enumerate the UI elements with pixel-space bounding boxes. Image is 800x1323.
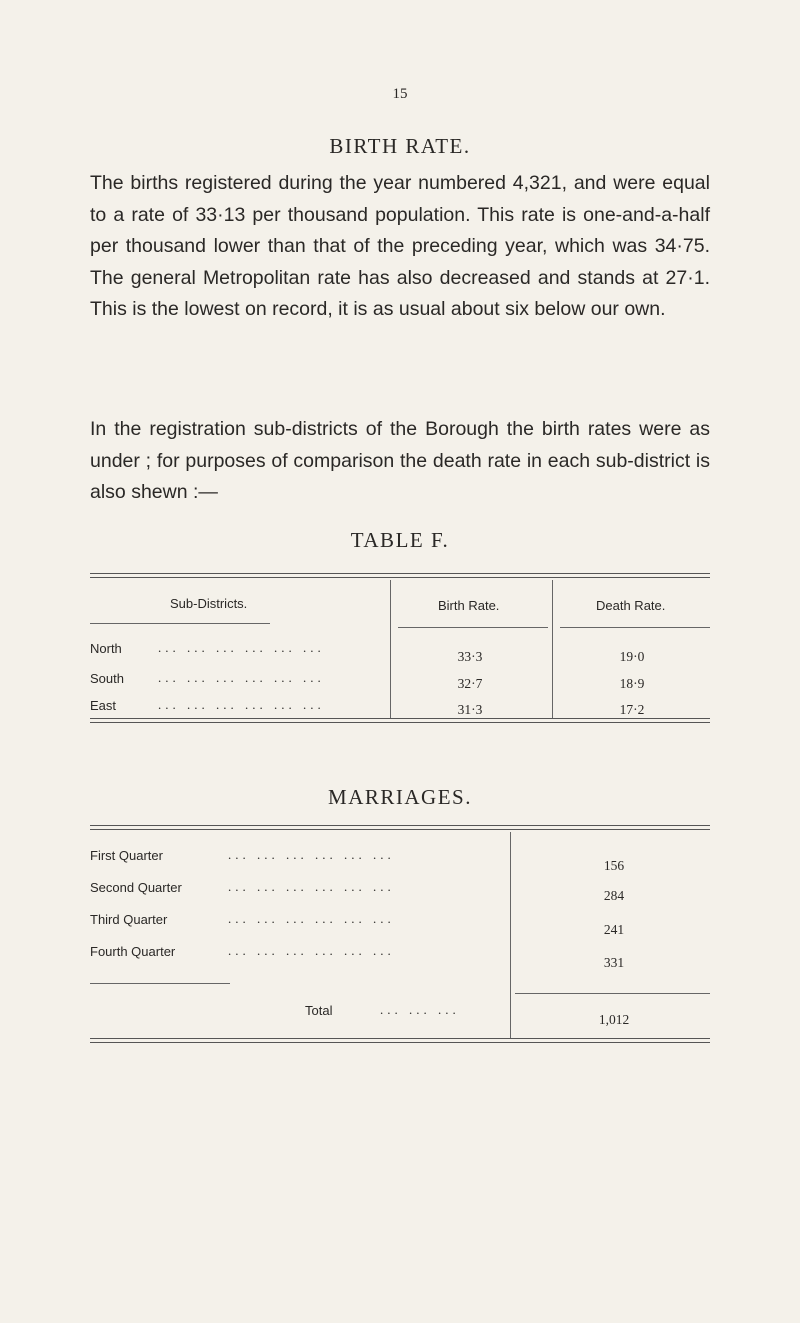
- total-value: 1,012: [598, 1012, 630, 1027]
- total-rule: [515, 993, 710, 994]
- table-top-rule: [90, 573, 710, 578]
- table-top-rule: [90, 825, 710, 830]
- death-rate-value: 18·9: [619, 676, 645, 691]
- quarter-label: Third Quarter: [90, 912, 168, 927]
- marriage-count: 241: [603, 922, 625, 937]
- column-divider: [390, 580, 391, 718]
- table-f-heading: TABLE F.: [350, 528, 450, 552]
- marriages-heading: MARRIAGES.: [328, 785, 472, 809]
- marriage-count: 156: [603, 858, 625, 873]
- leader-dots: ... ... ... ... ... ...: [228, 943, 395, 958]
- quarter-label: Second Quarter: [90, 880, 182, 895]
- column-divider: [510, 832, 511, 1039]
- leader-dots: ... ... ... ... ... ...: [228, 847, 395, 862]
- death-rate-value: 17·2: [619, 702, 645, 717]
- header-sub-districts: Sub-Districts.: [170, 596, 248, 611]
- header-birth-rate: Birth Rate.: [438, 598, 500, 613]
- leader-dots: ... ... ... ... ... ...: [158, 640, 325, 655]
- header-underline: [90, 623, 270, 624]
- leader-dots: ... ... ...: [380, 1002, 460, 1017]
- birth-rate-heading: BIRTH RATE.: [329, 134, 471, 158]
- birth-rate-value: 33·3: [457, 649, 483, 664]
- birth-rate-value: 32·7: [457, 676, 483, 691]
- birth-rate-paragraph: The births registered during the year numbered 4,321, and were equal to a rate of 33·13 per thousand population. This rate is one-and-a-half per thousand lower than that of the preceding year, which was 34·75. The general Metropolitan rate has also decreased and stands at 27·1. This is the lowest on record, it is as usual about six below our own.: [90, 172, 710, 320]
- quarter-label: Fourth Quarter: [90, 944, 176, 959]
- table-bottom-rule: [90, 1038, 710, 1043]
- district-name: East: [90, 698, 117, 713]
- birth-rate-value: 31·3: [457, 702, 483, 717]
- header-underline: [398, 627, 548, 628]
- total-label: Total: [305, 1003, 333, 1018]
- page-number: 15: [392, 86, 408, 102]
- column-divider: [552, 580, 553, 718]
- leader-dots: ... ... ... ... ... ...: [228, 879, 395, 894]
- total-rule: [90, 983, 230, 984]
- marriage-count: 331: [603, 955, 625, 970]
- leader-dots: ... ... ... ... ... ...: [158, 697, 325, 712]
- quarter-label: First Quarter: [90, 848, 163, 863]
- death-rate-value: 19·0: [619, 649, 645, 664]
- sub-districts-paragraph: In the registration sub-districts of the Borough the birth rates were as under ; for purposes of comparison the death rate in each sub-district is also shewn :—: [90, 418, 710, 503]
- header-death-rate: Death Rate.: [596, 598, 666, 613]
- leader-dots: ... ... ... ... ... ...: [158, 670, 325, 685]
- header-underline: [560, 627, 710, 628]
- marriage-count: 284: [603, 888, 625, 903]
- district-name: North: [90, 641, 122, 656]
- table-bottom-rule: [90, 718, 710, 723]
- leader-dots: ... ... ... ... ... ...: [228, 911, 395, 926]
- district-name: South: [90, 671, 124, 686]
